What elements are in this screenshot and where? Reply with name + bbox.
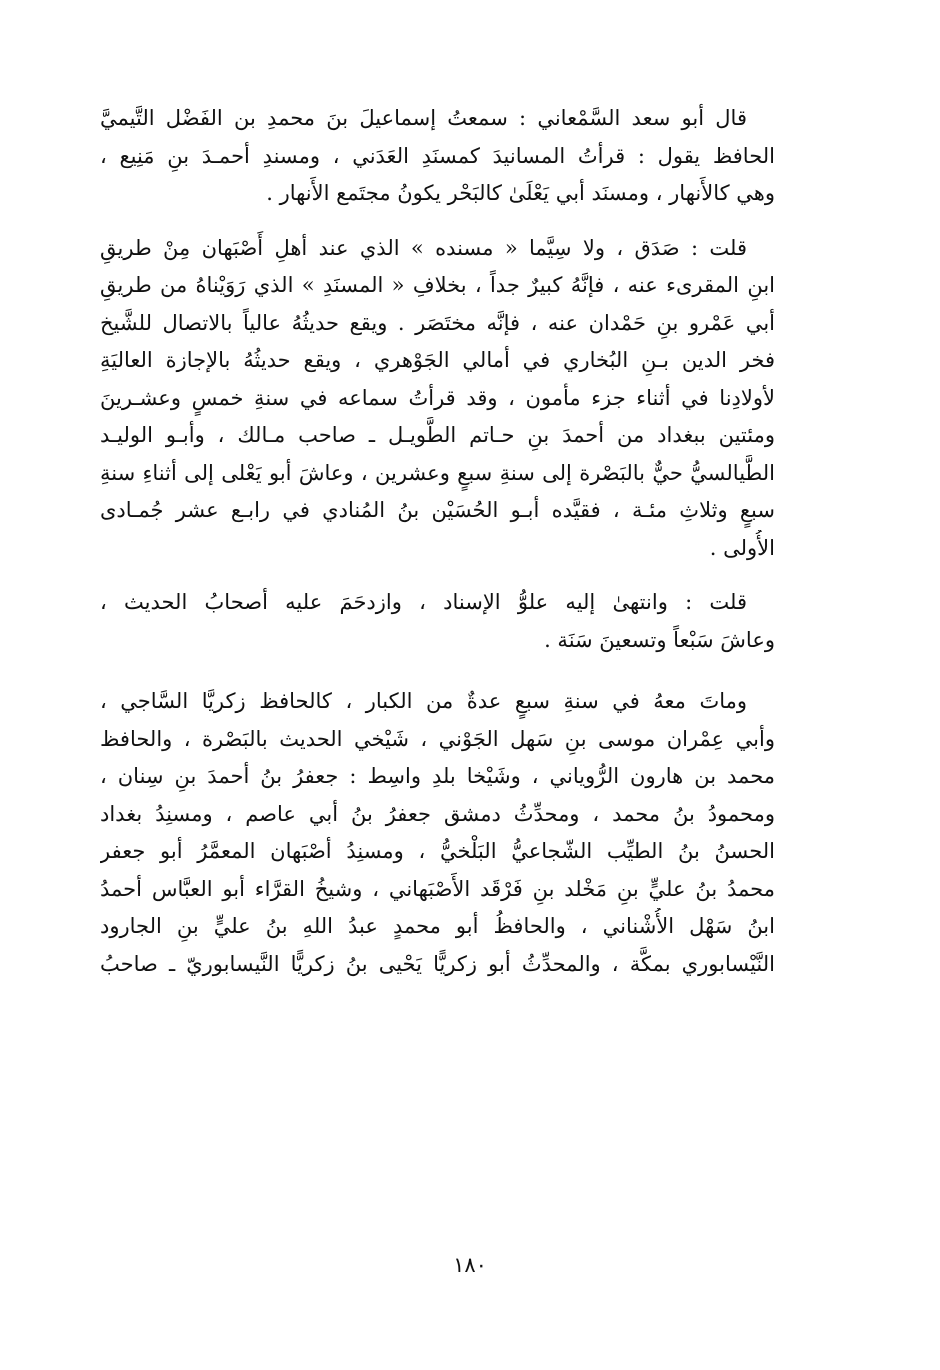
text-line: الحسنُ بنُ الطيِّب الشّجاعيُّ البَلْخيُّ ، ومسنِدُ أصْبَهان المعمَّرُ أبو جعفر	[100, 839, 775, 863]
text-line: أبي عَمْرو بنِ حَمْدان عنه ، فإنَّه مختَصَر . ويقع حديثُهُ عالياً بالاتصال للشَّيخ	[100, 310, 775, 335]
text-line: ومحمودُ بنُ محمد ، ومحدِّثُ دمشق جعفرُ بنُ أبي عاصم ، ومسنِدُ بغداد	[100, 801, 775, 826]
text-line: الطَّيالسيُّ حيٌّ بالبَصْرة إلى سنةِ سبعٍ وعشرين ، وعاشَ أبو يَعْلى إلى أثناءِ سنةِ	[100, 460, 775, 485]
paragraph-samani-quote	[100, 100, 775, 213]
text-line: قال أبو سعد السَّمْعاني : سمعتُ إسماعيلَ بنَ محمدِ بن الفَضْل التَّيميَّ	[100, 106, 747, 130]
text-line: محمد بن هارون الرُّوياني ، وشَيْخا بلدِ واسِط : جعفرُ بنُ أحمدَ بنِ سِنان ،	[100, 764, 775, 788]
text-line: وماتَ معهُ في سنةِ سبعٍ عدةٌ من الكبار ، كالحافظ زكريَّا السَّاجي ،	[100, 689, 747, 713]
paragraph-musnad-comment	[100, 230, 775, 568]
text-line: محمدُ بنُ عليٍّ بنِ مَخْلد بنِ فَرْقَد الأَصْبَهاني ، وشيخُ القرَّاء أبو العبَّاس أحمدُ	[100, 876, 775, 901]
text-line: وأبي عِمْران موسى بنِ سَهل الجَوْني ، شَيْخي الحديث بالبَصْرة ، والحافظ	[100, 726, 775, 751]
text-line: قلت : صَدَق ، ولا سِيَّما « مسنده » الذي عند أهلِ أَصْبَهان مِنْ طريقِ	[100, 235, 747, 260]
text-line: لأولادِنا في أثناء جزء مأمون ، وقد قرأتُ سماعه في سنةِ خمسٍ وعشـرينَ	[100, 385, 775, 410]
text-line: ومئتين ببغداد من أحمدَ بنِ حـاتم الطَّويـل ـ صاحب مـالك ، وأبـو الوليـد	[100, 423, 775, 447]
text-line: سبعٍ وثلاثِ مئـة ، فقيَّده أبـو الحُسَيْن بنُ المُنادي في رابـع عشر جُمـادى	[100, 498, 775, 522]
paragraph-gap	[100, 659, 775, 683]
paragraph-gap	[100, 213, 775, 230]
text-line: وهي كالأَنهار ، ومسنَد أبي يَعْلَىٰ كالبَحْر يكونُ مجتَمع الأَنهار .	[266, 181, 775, 205]
paragraph-deaths-list	[100, 683, 775, 983]
text-line: ابنُ سَهْل الأُشْناني ، والحافظُ أبو محمدٍ عبدُ اللهِ بنُ عليٍّ بنِ الجارود	[100, 914, 775, 938]
page-number: ١٨٠	[453, 1253, 487, 1277]
paragraph-gap	[100, 567, 775, 584]
text-line: الأُولى .	[709, 535, 775, 560]
text-line: النَّيْسابوري بمكَّة ، والمحدِّثُ أبو زكريًّا يَحْيى بنُ زكريًّا النَّيسابوريّ ـ صاحبُ	[100, 951, 775, 976]
text-line: فخر الدين بـنِ البُخاري في أمالي الجَوْهري ، ويقع حديثُهُ بالإجازة العاليَةِ	[100, 348, 775, 372]
text-line: وعاشَ سَبْعاً وتسعينَ سَنَة .	[544, 627, 775, 652]
paragraph-isnad-height	[100, 584, 775, 659]
page-body	[100, 100, 775, 983]
text-line: ابنِ المقرىء عنه ، فإنَّهُ كبيرٌ جداً ، بخلافِ « المسنَدِ » الذي رَوَيْناهُ من طريقِ	[100, 273, 775, 297]
text-line: الحافظ يقول : قرأتُ المسانيدَ كمسنَدِ العَدَني ، ومسندِ أحمـدَ بنِ مَنِيع ،	[100, 143, 775, 168]
text-line: قلت : وانتهىٰ إليه علوُّ الإسناد ، وازدحَمَ عليه أصحابُ الحديث ،	[100, 590, 747, 614]
